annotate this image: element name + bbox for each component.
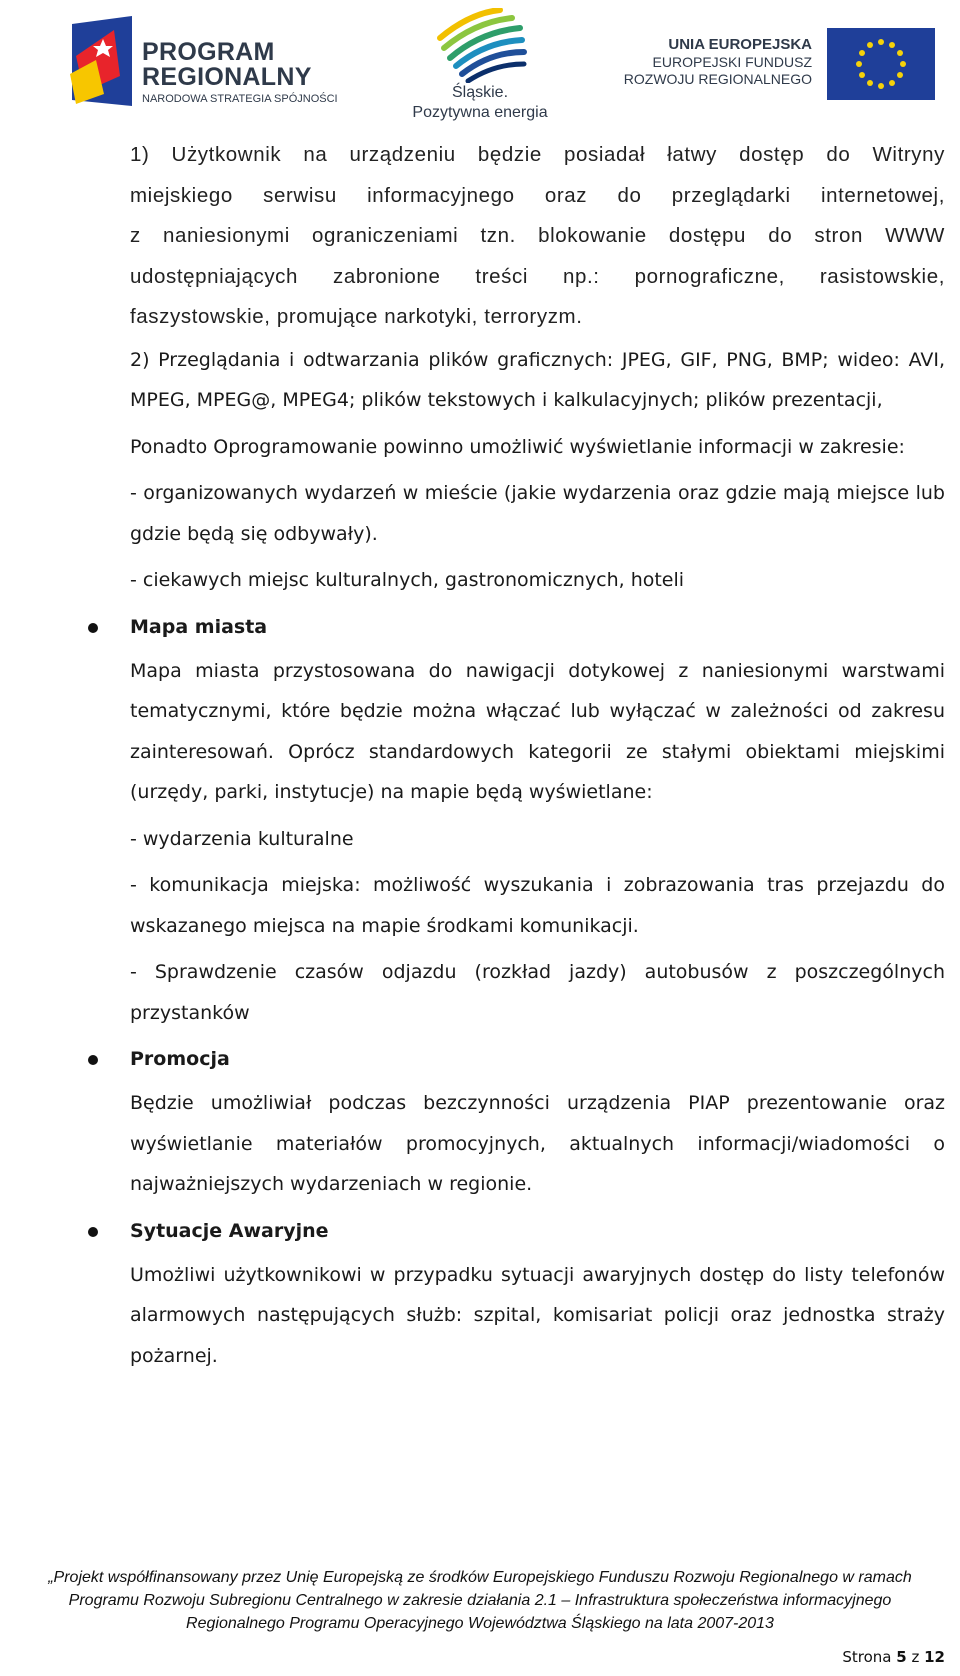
program-regionalny-emblem-icon — [62, 16, 140, 106]
slaskie-waves-icon — [430, 8, 530, 83]
eu-logo-line2: EUROPEJSKI FUNDUSZ — [652, 54, 812, 70]
promo-paragraph-1: Będzie umożliwiał podczas bezczynności urządzenia PIAP prezentowanie oraz wyświetlanie materiałów promocyjnych, aktualnych informacji/wiadomości o najważniejszych wydarzeniach w regionie. — [130, 1092, 945, 1195]
bullet-icon — [88, 1055, 98, 1065]
paragraph-4: - organizowanych wydarzeń w mieście (jakie wydarzenia oraz gdzie mają miejsce lub gdzie będą się odbywały). — [130, 482, 945, 545]
map-paragraph-4: - Sprawdzenie czasów odjazdu (rozkład jazdy) autobusów z poszczególnych przystanków — [130, 961, 945, 1024]
footer-line-1: „Projekt współfinansowany przez Unię Europejską ze środków Europejskiego Funduszu Rozwoju Regionalnego w ramach — [48, 1569, 912, 1586]
page-footer — [0, 1566, 960, 1635]
footer-line-3: Regionalnego Programu Operacyjnego Województwa Śląskiego na lata 2007-2013 — [186, 1615, 774, 1632]
eu-logo — [625, 28, 935, 103]
page-header — [0, 0, 960, 125]
program-regionalny-logo — [62, 16, 362, 106]
eu-flag-icon — [827, 28, 935, 100]
section-heading-emergency — [130, 1211, 945, 1251]
paragraph-3: Ponadto Oprogramowanie powinno umożliwić wyświetlanie informacji w zakresie: — [130, 435, 905, 458]
page-number — [842, 1648, 945, 1666]
paragraph-2: 2) Przeglądania i odtwarzania plików graficznych: JPEG, GIF, PNG, BMP; wideo: AVI, MPEG, MPEG@, MPEG4; plików tekstowych i kalkulacyjnych; plików prezentacji, — [130, 348, 945, 411]
paragraph-1-line-5: faszystowskie, promujące narkotyki, terroryzm. — [130, 305, 583, 328]
footer-line-2: Programu Rozwoju Subregionu Centralnego w zakresie działania 2.1 – Infrastruktura społeczeństwa informacyjnego — [68, 1592, 892, 1609]
eu-logo-line1: UNIA EUROPEJSKA — [668, 36, 812, 53]
map-paragraph-2: - wydarzenia kulturalne — [130, 827, 354, 850]
paragraph-1-line-1: 1) Użytkownik na urządzeniu będzie posiadał łatwy dostęp do Witryny — [130, 143, 945, 166]
paragraph-1-line-4: udostępniających zabronione treści np.: pornograficzne, rasistowskie, — [130, 264, 945, 288]
emergency-paragraph-1: Umożliwi użytkownikowi w przypadku sytuacji awaryjnych dostęp do listy telefonów alarmowych następujących służb: szpital, komisariat policji oraz jednostka straży pożarnej. — [130, 1263, 945, 1367]
page-number-total: 12 — [924, 1648, 945, 1666]
bullet-icon — [88, 1227, 98, 1237]
document-body — [130, 135, 945, 1382]
eu-logo-line3: ROZWOJU REGIONALNEGO — [623, 71, 812, 87]
paragraph-1 — [130, 135, 945, 338]
slaskie-tagline: Pozytywna energia — [412, 104, 548, 121]
paragraph-5: - ciekawych miejsc kulturalnych, gastronomicznych, hoteli — [130, 569, 685, 591]
paragraph-1-line-3: z naniesionymi ograniczeniami tzn. blokowanie dostępu do stron WWW — [130, 224, 945, 247]
paragraph-1-line-2: miejskiego serwisu informacyjnego oraz do przeglądarki internetowej, — [130, 183, 945, 207]
slaskie-logo — [405, 8, 555, 123]
section-heading-map-text: Mapa miasta — [130, 615, 268, 638]
program-logo-line1: PROGRAM — [142, 38, 275, 66]
section-heading-emergency-text: Sytuacje Awaryjne — [130, 1219, 329, 1242]
section-heading-promo — [130, 1039, 945, 1079]
section-heading-promo-text: Promocja — [130, 1048, 230, 1070]
eu-logo-text — [624, 36, 812, 88]
page-number-current: 5 — [896, 1648, 907, 1666]
page-number-prefix: Strona — [842, 1648, 897, 1666]
map-paragraph-3: - komunikacja miejska: możliwość wyszukania i zobrazowania tras przejazdu do wskazanego miejsca na mapie środkami komunikacji. — [130, 874, 945, 937]
bullet-icon — [88, 623, 98, 633]
page-number-separator: z — [906, 1648, 925, 1666]
map-paragraph-1: Mapa miasta przystosowana do nawigacji dotykowej z naniesionymi warstwami tematycznymi, które będzie można włączać lub wyłączać w zależności od zakresu zainteresowań. Oprócz standardowych kategorii ze stałymi obiektami miejskimi (urzędy, parki, instytucje) na mapie będą wyświetlane: — [130, 659, 945, 803]
program-logo-line3: NARODOWA STRATEGIA SPÓJNOŚCI — [142, 93, 338, 105]
program-logo-line2: REGIONALNY — [142, 63, 312, 91]
slaskie-name: Śląskie. — [451, 84, 509, 101]
section-heading-map — [130, 607, 945, 647]
